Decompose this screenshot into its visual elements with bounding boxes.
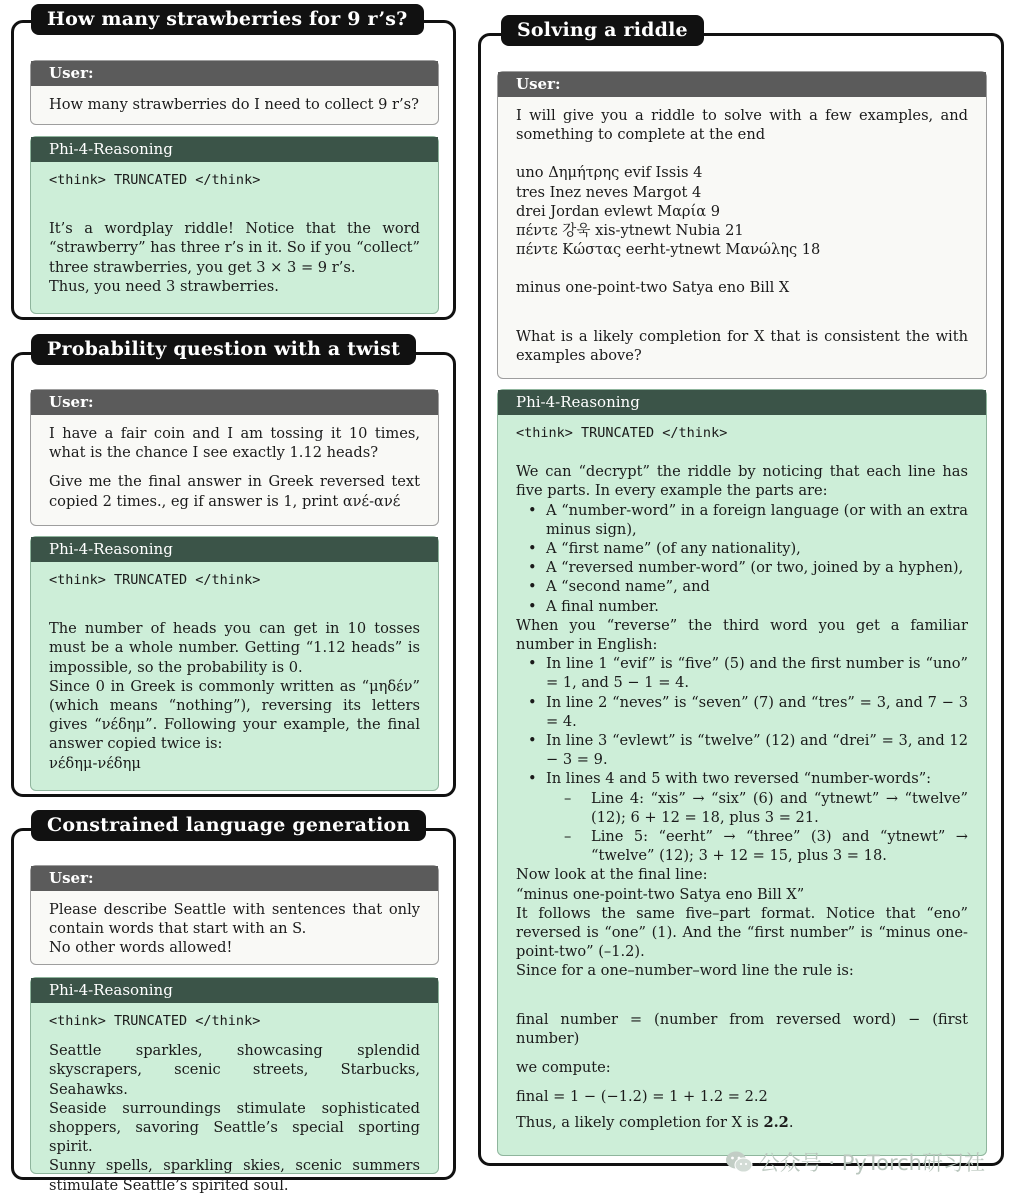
panel-title: Constrained language generation [31,810,426,841]
list-item: • A “reversed number-word” (or two, joined by a hyphen), [546,558,968,577]
answer-text: Since 0 in Greek is commonly written as “μηδέν” (which means “nothing”), reversing its letters gives “νέδημ”. Following your example, the final answer copied twice is: [49,677,420,753]
answer-text: We can “decrypt” the riddle by noticing that each line has five parts. In every example the parts are: [516,463,968,500]
panel-title: Solving a riddle [501,15,704,46]
think-truncated: <think> TRUNCATED </think> [49,172,261,188]
wechat-icon [725,1150,753,1174]
answer-text: Seattle sparkles, showcasing splendid skyscrapers, scenic streets, Starbucks, Seahawks. [49,1042,420,1098]
conclusion-suffix: . [788,1113,794,1131]
strawberries-panel [11,20,456,320]
list-item [546,769,968,865]
answer-text: The number of heads you can get in 10 tosses must be a whole number. Getting “1.12 heads” is impossible, so the probability is 0. [49,620,420,676]
ai-response-box [30,977,439,1194]
constrained-panel [11,828,456,1194]
probability-panel [11,352,456,797]
ai-response-box [30,536,439,791]
sub-list-item: – Line 5: “eerht” → “three” (3) and “ytnewt” → “twelve” (12); 3 + 12 = 15, plus 3 = 18. [591,827,968,865]
user-message: I have a fair coin and I am tossing it 10 times, what is the chance I see exactly 1.12 heads? [49,425,420,462]
formula: final number = (number from reversed word) − (first number) [516,1010,968,1047]
answer-text: Since for a one–number–word line the rule is: [516,962,854,980]
riddle-example: drei Jordan evlewt Μαρία 9 [516,202,721,220]
user-label: User: [31,866,438,891]
watermark [725,1147,985,1177]
user-box [30,60,439,125]
ai-response-box [497,389,987,1156]
user-message: I will give you a riddle to solve with a few examples, and something to complete at the end [516,107,968,144]
user-label: User: [31,61,438,86]
answer-text: Sunny spells, sparkling skies, scenic summers stimulate Seattle’s spirited soul. [49,1157,420,1194]
lines-list [516,654,968,865]
answer-text: Thus, you need 3 strawberries. [49,277,279,295]
answer-text: It’s a wordplay riddle! Notice that the word “strawberry” has three r’s in it. So if you “collect” three strawberries, you get 3 × 3 = 9 r’s. [49,220,420,276]
panel-title: Probability question with a twist [31,334,416,365]
ai-label: Phi-4-Reasoning [498,390,986,415]
user-message: Give me the final answer in Greek reversed text copied 2 times., eg if answer is 1, print ανέ-ανέ [49,473,420,510]
riddle-panel [478,33,1004,1166]
list-item: • In line 1 “evif” is “five” (5) and the first number is “uno” = 1, and 5 − 1 = 4. [546,654,968,692]
answer-text: Seaside surroundings stimulate sophisticated shoppers, savoring Seattle’s special sporting spirit. [49,1099,420,1156]
ai-response-box [30,136,439,314]
sub-list-item: – Line 4: “xis” → “six” (6) and “ytnewt” → “twelve” (12); 6 + 12 = 18, plus 3 = 21. [591,789,968,827]
answer-text: Now look at the final line: [516,866,708,884]
ai-label: Phi-4-Reasoning [31,978,438,1003]
user-message: Please describe Seattle with sentences that only contain words that start with an S. [49,901,420,938]
ai-label: Phi-4-Reasoning [31,137,438,162]
conclusion [516,1113,968,1132]
riddle-example: tres Inez neves Margot 4 [516,183,702,201]
list-item: • A final number. [546,597,968,616]
user-box [497,71,987,379]
list-item: • A “second name”, and [546,577,968,596]
sub-list [546,789,968,866]
list-item: • A “first name” (of any nationality), [546,539,968,558]
answer-text: we compute: [516,1059,611,1077]
answer-text: It follows the same five–part format. Notice that “eno” reversed is “one” (1). And the “first number” is “minus one-point-two” (–1.2). [516,904,968,961]
user-label: User: [31,390,438,415]
conclusion-prefix: Thus, a likely completion for X is [516,1113,764,1131]
answer-text: When you “reverse” the third word you get a familiar number in English: [516,616,968,654]
user-message: No other words allowed! [49,939,233,957]
list-item: • In line 3 “evlewt” is “twelve” (12) and “drei” = 3, and 12 − 3 = 9. [546,731,968,769]
think-truncated: <think> TRUNCATED </think> [49,1013,261,1029]
user-message: How many strawberries do I need to collect 9 r’s? [49,96,419,113]
user-label: User: [498,72,986,97]
list-item-text: In lines 4 and 5 with two reversed “number-words”: [546,770,932,788]
watermark-text: 公众号 · PyTorch研习社 [758,1151,985,1175]
panel-title: How many strawberries for 9 r’s? [31,4,424,35]
list-item: • In line 2 “neves” is “seven” (7) and “tres” = 3, and 7 − 3 = 4. [546,693,968,731]
conclusion-value: 2.2 [763,1113,789,1131]
formula: final = 1 − (−1.2) = 1 + 1.2 = 2.2 [516,1088,768,1106]
riddle-example: πέντε 강욱 xis-ytnewt Nubia 21 [516,222,744,240]
parts-list [516,501,968,616]
riddle-example: πέντε Κώστας eerht-ytnewt Μανώλης 18 [516,241,821,259]
think-truncated: <think> TRUNCATED </think> [516,425,728,441]
ai-label: Phi-4-Reasoning [31,537,438,562]
user-box [30,389,439,526]
user-box [30,865,439,965]
answer-text: “minus one-point-two Satya eno Bill X” [516,885,805,903]
think-truncated: <think> TRUNCATED </think> [49,572,261,588]
answer-text: νέδημ-νέδημ [49,754,141,772]
list-item: • A “number-word” in a foreign language (or with an extra minus sign), [546,501,968,539]
riddle-query: minus one-point-two Satya eno Bill X [516,279,790,297]
riddle-example: uno Δημήτρης evif Issis 4 [516,164,703,182]
user-question: What is a likely completion for X that is consistent the with examples above? [516,327,968,364]
